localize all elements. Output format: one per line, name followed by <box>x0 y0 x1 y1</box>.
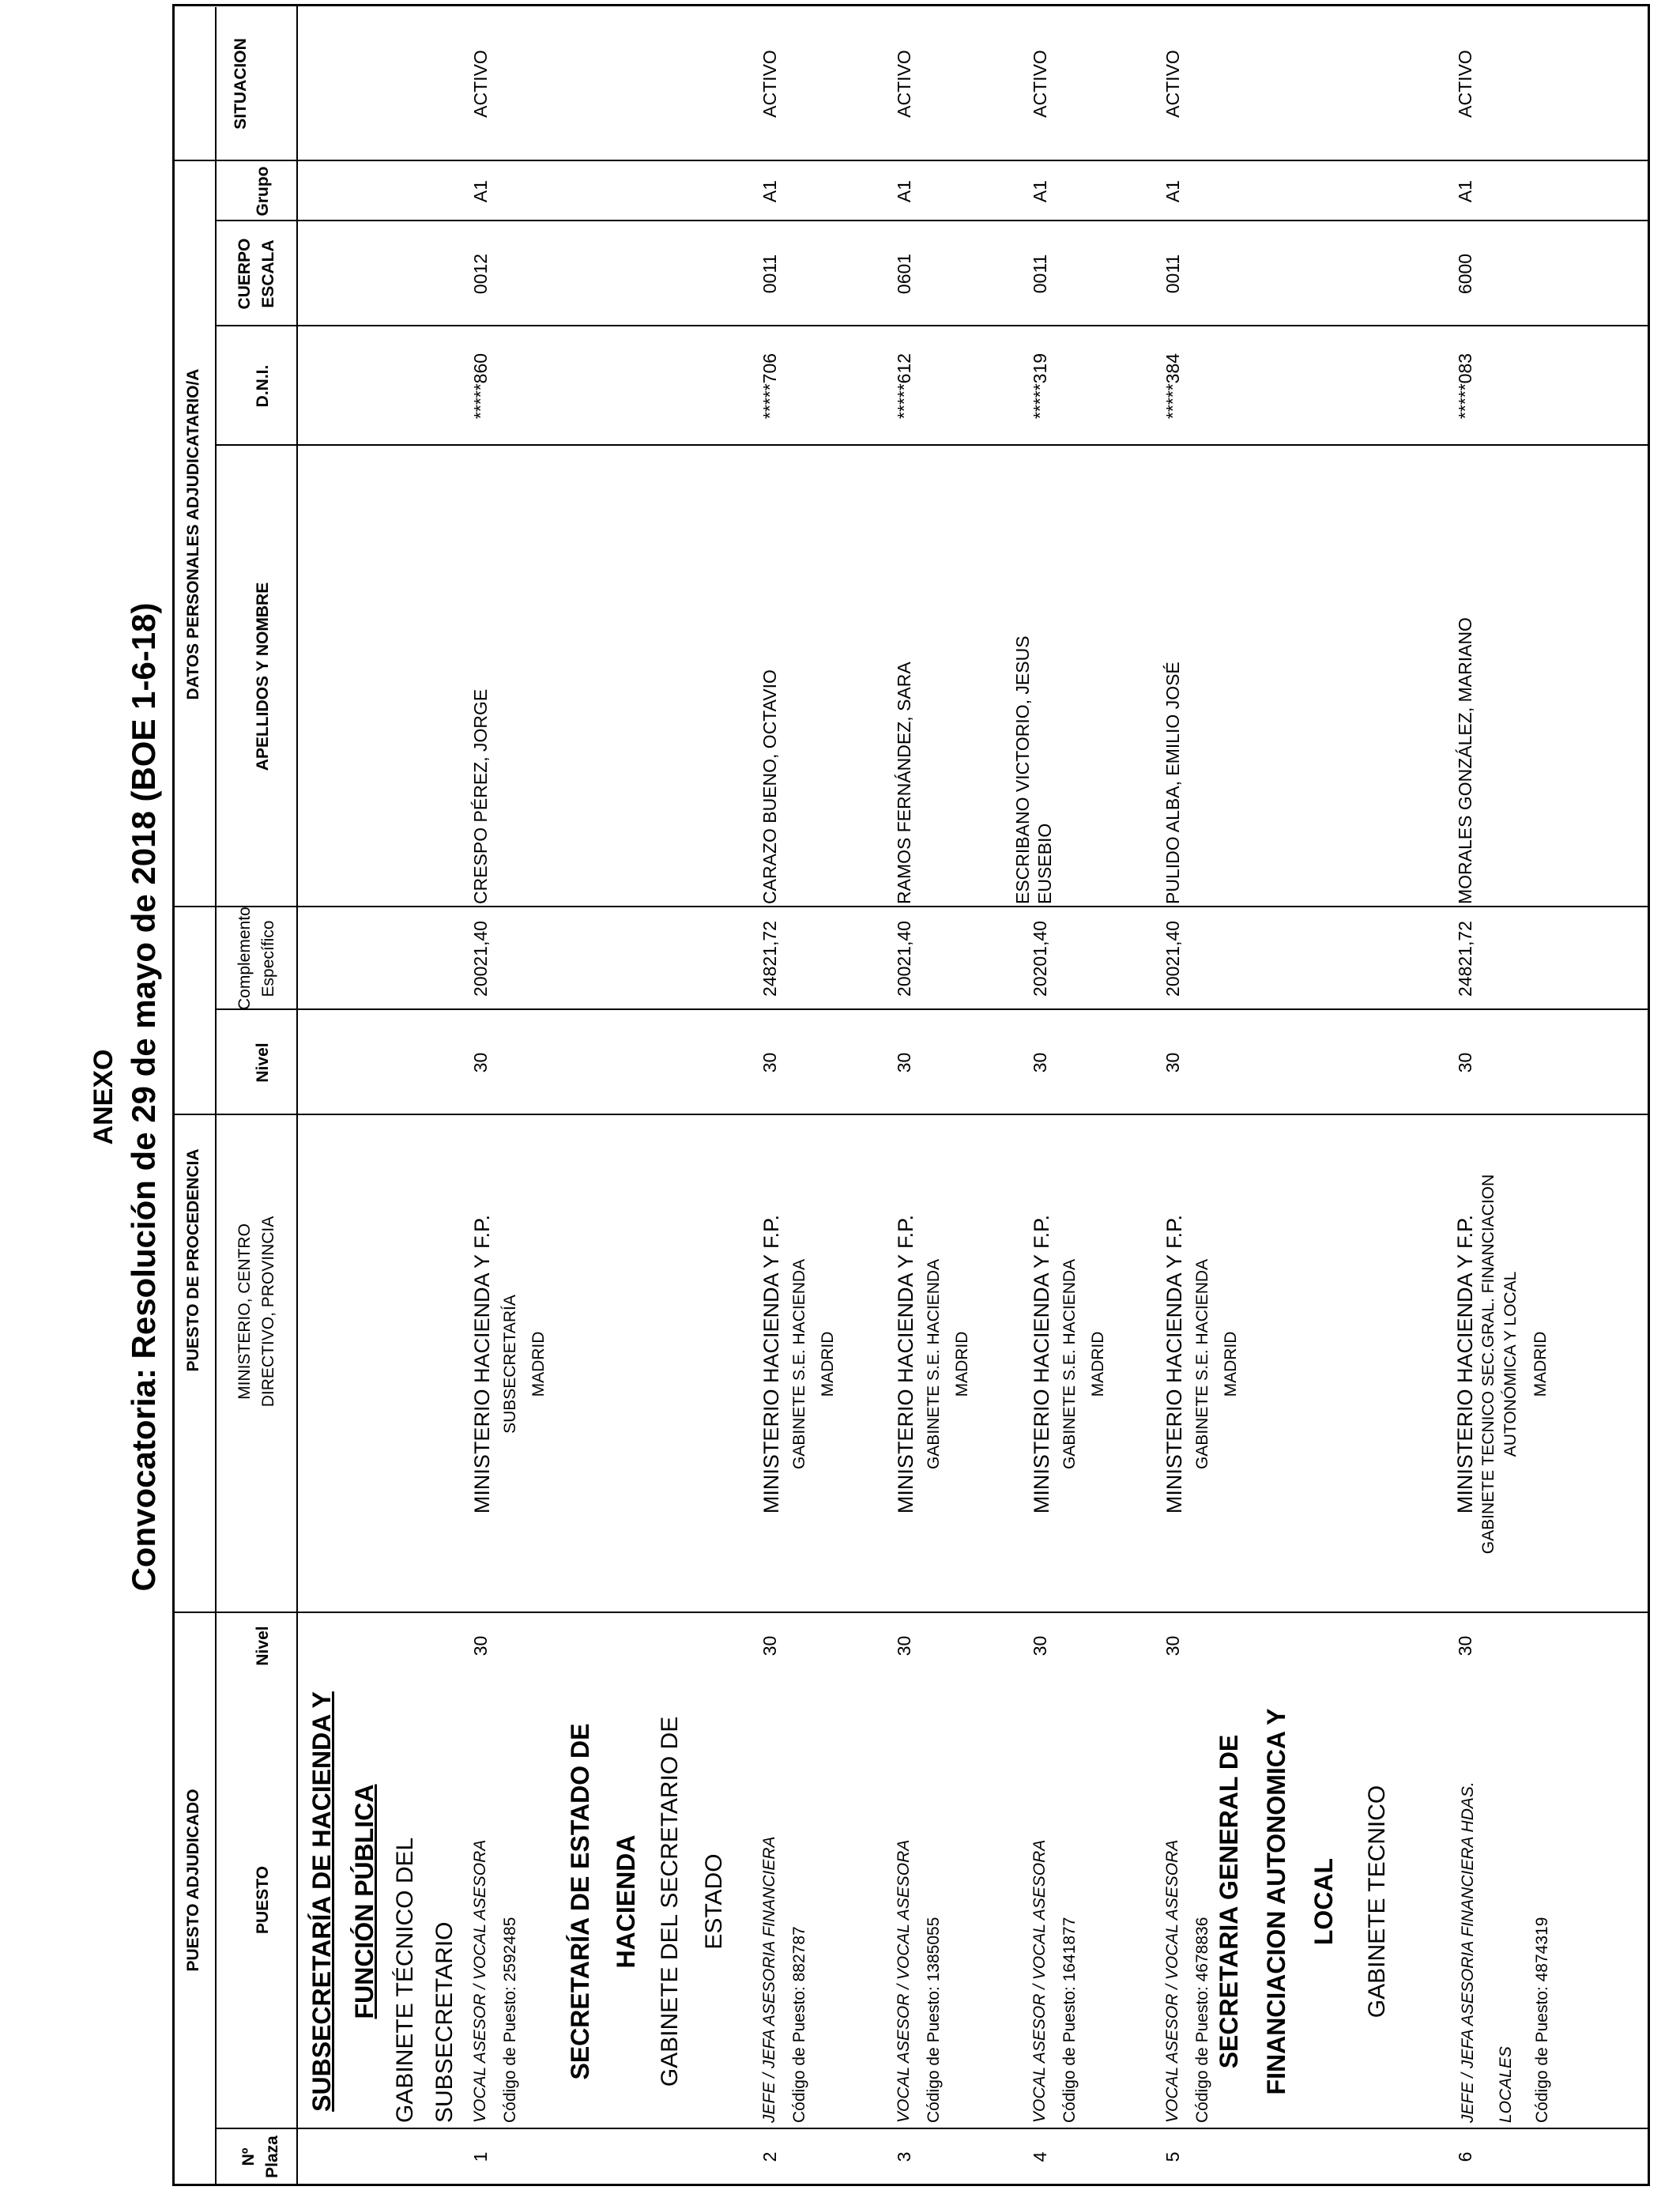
row5-dni: *****384 <box>1162 352 1183 420</box>
row4-ministerio-name: MINISTERIO HACIENDA Y F.P. <box>1030 1214 1053 1514</box>
header-nivel: Nivel <box>254 1626 272 1666</box>
row3-complemento: 20021,40 <box>894 921 914 997</box>
row5-centro: GABINETE S.E. HACIENDA <box>1193 1258 1211 1470</box>
row5-puesto: VOCAL ASESOR / VOCAL ASESORA <box>1163 1839 1181 2123</box>
row6-nivel: 30 <box>1455 1635 1475 1657</box>
row5-nombre: PULIDO ALBA, EMILIO JOSÉ <box>1162 662 1183 904</box>
row4-nombre-line1: ESCRIBANO VICTORIO, JESUS <box>1012 635 1033 904</box>
row4-nombre <box>1011 446 1056 904</box>
header-complemento <box>233 907 281 1010</box>
unit-gabinete-subsecretario-line2: SUBSECRETARIO <box>431 1921 458 2123</box>
row4-ministerio <box>1027 1115 1113 1613</box>
unit-gabinete-subsecretario <box>386 1680 465 2123</box>
row3-codigo: Código de Puesto: 1385055 <box>925 1917 943 2123</box>
row4-nivel: 30 <box>1030 1635 1050 1657</box>
row2-dni: *****706 <box>759 352 780 420</box>
row5-situacion: ACTIVO <box>1162 50 1183 118</box>
header-apellidos: APELLIDOS Y NOMBRE <box>254 582 272 771</box>
header-cuerpo-line2: ESCALA <box>259 239 277 308</box>
row3-cuerpo: 0601 <box>894 253 914 295</box>
header-plaza-line1: Nº <box>239 2147 258 2166</box>
row3-nivel: 30 <box>894 1635 914 1657</box>
header-complemento-line1: Complemento <box>235 907 254 1010</box>
row1-dni: *****860 <box>470 352 491 420</box>
header-puesto: PUESTO <box>254 1866 272 1934</box>
row3-ministerio-name: MINISTERIO HACIENDA Y F.P. <box>894 1214 917 1514</box>
unit-gabinete-secretario-estado-line2: ESTADO <box>701 1853 727 1950</box>
section-financiacion <box>1205 1680 1347 2123</box>
row3-num: 3 <box>894 2151 914 2162</box>
header-complemento-line2: Específico <box>259 920 277 997</box>
col-sep-cuerpo <box>215 220 1648 221</box>
row1-nivel: 30 <box>470 1635 491 1657</box>
row6-complemento: 24821,72 <box>1455 921 1475 997</box>
col-sep-dni <box>215 325 1648 326</box>
row2-puesto: JEFE / JEFA ASESORIA FINANCIERA <box>760 1836 778 2123</box>
row6-provincia: MADRID <box>1531 1331 1550 1397</box>
row5-nivel2: 30 <box>1162 1052 1183 1073</box>
row1-centro: SUBSECRETARÍA <box>501 1295 519 1434</box>
group-header-divider <box>215 7 217 2186</box>
col-sep-nivel2 <box>215 1008 1648 1010</box>
row2-provincia: MADRID <box>819 1331 837 1397</box>
row4-puesto: VOCAL ASESOR / VOCAL ASESORA <box>1030 1839 1049 2123</box>
row3-centro: GABINETE S.E. HACIENDA <box>925 1258 943 1470</box>
row1-cuerpo: 0012 <box>470 253 491 295</box>
unit-gabinete-subsecretario-line1: GABINETE TÉCNICO DEL <box>392 1837 418 2123</box>
row1-ministerio-name: MINISTERIO HACIENDA Y F.P. <box>470 1214 494 1514</box>
unit-gabinete-tecnico: GABINETE TECNICO <box>1364 1785 1390 2019</box>
col-sep-apellidos <box>215 444 1648 446</box>
row3-situacion: ACTIVO <box>894 50 914 118</box>
row4-nivel2: 30 <box>1030 1052 1050 1073</box>
row6-puesto-line2: LOCALES <box>1497 2046 1515 2123</box>
row6-grupo: A1 <box>1455 179 1475 203</box>
header-cuerpo <box>233 221 281 326</box>
header-ministerio-line1: MINISTERIO, CENTRO <box>235 1223 254 1400</box>
row5-cuerpo: 0011 <box>1162 254 1183 294</box>
row4-dni: *****319 <box>1030 352 1050 420</box>
unit-gabinete-secretario-estado-line1: GABINETE DEL SECRETARIO DE <box>657 1716 683 2087</box>
row5-grupo: A1 <box>1162 179 1183 203</box>
row4-provincia: MADRID <box>1089 1331 1107 1397</box>
header-bottom-border <box>296 5 298 2186</box>
row1-codigo: Código de Puesto: 2592485 <box>501 1917 519 2123</box>
header-grupo: Grupo <box>254 166 272 217</box>
row2-grupo: A1 <box>759 179 780 203</box>
row6-ministerio <box>1452 1115 1552 1613</box>
header-cuerpo-line1: CUERPO <box>235 238 254 310</box>
row4-nombre-line2: EUSEBIO <box>1034 823 1055 904</box>
row1-nivel2: 30 <box>470 1052 491 1073</box>
header-ministerio-line2: DIRECTIVO, PROVINCIA <box>259 1216 277 1408</box>
row3-nombre: RAMOS FERNÁNDEZ, SARA <box>894 662 914 904</box>
row5-ministerio <box>1160 1115 1245 1613</box>
row1-nombre: CRESPO PÉREZ, JORGE <box>470 688 491 904</box>
section-financiacion-line1: SECRETARIA GENERAL DE <box>1215 1734 1243 2069</box>
row6-situacion: ACTIVO <box>1455 50 1475 118</box>
table-top-border <box>172 5 175 2186</box>
header-puesto-procedencia: PUESTO DE PROCEDENCIA <box>184 1148 202 1372</box>
unit-gabinete-secretario-estado <box>648 1680 736 2123</box>
row6-nivel2: 30 <box>1455 1052 1475 1073</box>
section-subsecretaria-line2: FUNCIÓN PÚBLICA <box>350 1784 379 2019</box>
row4-complemento: 20201,40 <box>1030 921 1050 997</box>
row4-codigo: Código de Puesto: 1641877 <box>1060 1917 1079 2123</box>
header-dni: D.N.I. <box>254 364 272 408</box>
row2-nivel: 30 <box>759 1635 780 1657</box>
row2-num: 2 <box>759 2151 780 2162</box>
row1-puesto: VOCAL ASESOR / VOCAL ASESORA <box>471 1839 489 2123</box>
row6-nombre: MORALES GONZÁLEZ, MARIANO <box>1455 617 1475 904</box>
row5-ministerio-name: MINISTERIO HACIENDA Y F.P. <box>1162 1214 1186 1514</box>
header-datos-personales: DATOS PERSONALES ADJUDICATARIO/A <box>184 368 202 700</box>
row1-grupo: A1 <box>470 179 491 203</box>
row2-situacion: ACTIVO <box>759 50 780 118</box>
row2-nivel2: 30 <box>759 1052 780 1073</box>
col-sep-plaza <box>215 2128 1648 2129</box>
row6-centro-line2: AUTONÓMICA Y LOCAL <box>1501 1271 1520 1457</box>
section-subsecretaria-line1: SUBSECRETARÍA DE HACIENDA Y <box>307 1691 336 2112</box>
row2-codigo: Código de Puesto: 882787 <box>790 1926 808 2123</box>
row4-num: 4 <box>1030 2151 1050 2162</box>
row2-complemento: 24821,72 <box>759 921 780 997</box>
document-subtitle: Convocatoria: Resolución de 29 de mayo de 2018 (BOE 1-6-18) <box>125 602 162 1592</box>
row6-puesto <box>1452 1680 1522 2123</box>
row5-complemento: 20021,40 <box>1162 921 1183 997</box>
row2-cuerpo: 0011 <box>759 254 780 294</box>
row3-provincia: MADRID <box>953 1331 971 1397</box>
row2-ministerio <box>757 1115 842 1613</box>
row4-cuerpo: 0011 <box>1030 254 1050 294</box>
row5-num: 5 <box>1162 2151 1183 2162</box>
section-secretaria-estado-line2: HACIENDA <box>612 1834 640 1969</box>
row2-centro: GABINETE S.E. HACIENDA <box>790 1258 808 1470</box>
row6-centro-line1: GABINETE TECNICO SEC.GRAL. FINANCIACION <box>1479 1174 1497 1555</box>
row2-nombre: CARAZO BUENO, OCTAVIO <box>759 669 780 904</box>
section-financiacion-line3: LOCAL <box>1309 1857 1338 1946</box>
section-secretaria-estado-line1: SECRETARÍA DE ESTADO DE <box>566 1723 594 2080</box>
header-puesto-adjudicado: PUESTO ADJUDICADO <box>184 1789 202 1972</box>
row1-provincia: MADRID <box>529 1331 548 1397</box>
row1-num: 1 <box>470 2151 491 2162</box>
row3-puesto: VOCAL ASESOR / VOCAL ASESORA <box>895 1839 913 2123</box>
section-secretaria-estado <box>557 1680 649 2123</box>
document-title: ANEXO <box>89 1049 119 1145</box>
header-situacion: SITUACION <box>232 38 250 130</box>
row3-nivel2: 30 <box>894 1052 914 1073</box>
table-bottom-border <box>1648 5 1650 2186</box>
row6-codigo: Código de Puesto: 4874319 <box>1533 1917 1551 2123</box>
row2-ministerio-name: MINISTERIO HACIENDA Y F.P. <box>759 1214 783 1514</box>
row6-ministerio-name: MINISTERIO HACIENDA Y F.P. <box>1453 1214 1477 1514</box>
row3-grupo: A1 <box>894 179 914 203</box>
section-financiacion-line2: FINANCIACION AUTONOMICA Y <box>1262 1708 1290 2095</box>
row6-num: 6 <box>1455 2151 1475 2162</box>
row4-grupo: A1 <box>1030 179 1050 203</box>
row4-situacion: ACTIVO <box>1030 50 1050 118</box>
row6-cuerpo: 6000 <box>1455 253 1475 295</box>
header-nivel2: Nivel <box>254 1042 272 1083</box>
row1-complemento: 20021,40 <box>470 921 491 997</box>
row6-dni: *****083 <box>1455 352 1475 420</box>
row3-ministerio <box>891 1115 977 1613</box>
row1-ministerio <box>468 1115 553 1613</box>
row4-centro: GABINETE S.E. HACIENDA <box>1060 1258 1079 1470</box>
row3-dni: *****612 <box>894 352 914 420</box>
row5-provincia: MADRID <box>1222 1331 1240 1397</box>
row5-nivel: 30 <box>1162 1635 1183 1657</box>
section-subsecretaria <box>300 1680 386 2123</box>
row1-situacion: ACTIVO <box>470 50 491 118</box>
header-plaza-line2: Plaza <box>263 2136 281 2178</box>
row5-codigo: Código de Puesto: 4678836 <box>1193 1917 1211 2123</box>
row6-puesto-line1: JEFE / JEFA ASESORIA FINANCIERA HDAS. <box>1459 1781 1477 2123</box>
header-plaza <box>237 2129 284 2185</box>
